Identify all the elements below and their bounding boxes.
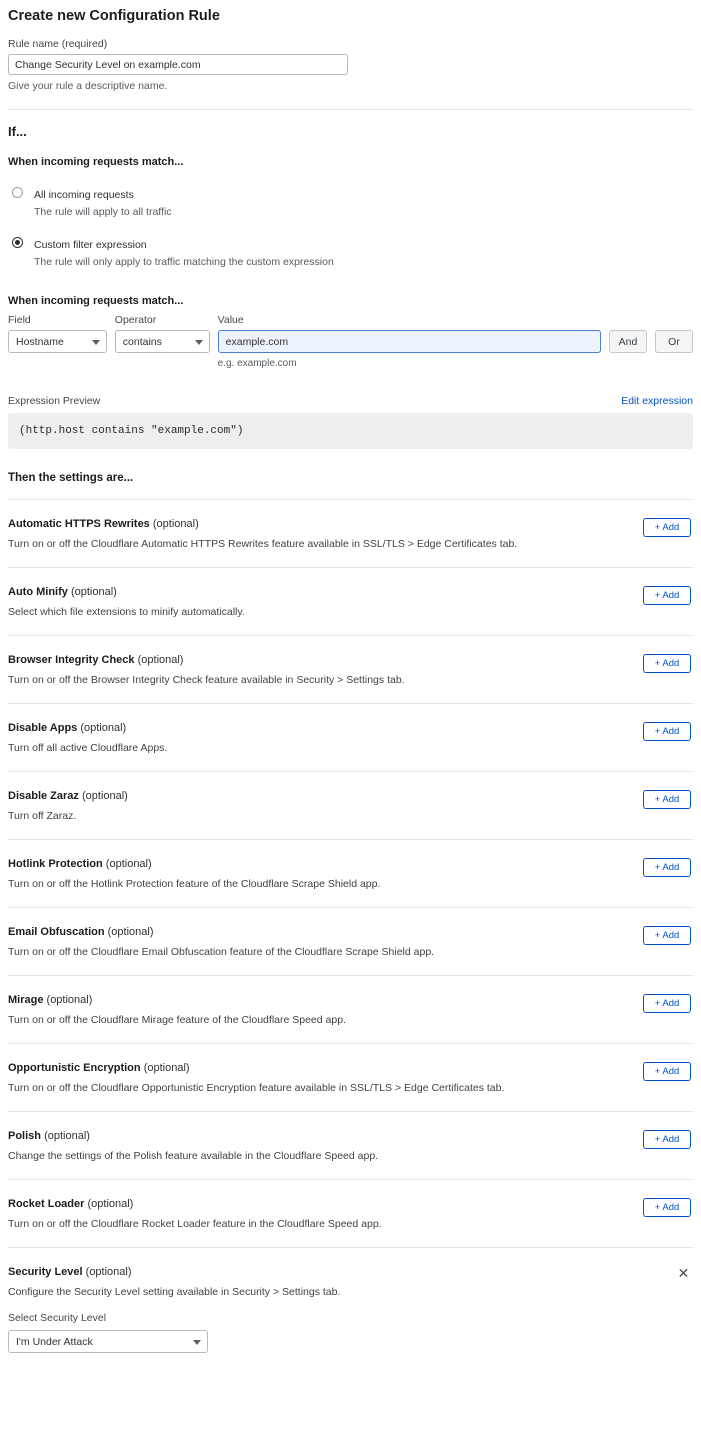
setting-name: Mirage bbox=[8, 994, 44, 1006]
or-button-wrap bbox=[655, 330, 693, 353]
setting-optional: (optional) bbox=[152, 518, 199, 530]
setting-security-level bbox=[8, 1248, 693, 1370]
chevron-down-icon bbox=[195, 340, 203, 345]
setting-automatic-https-rewrites bbox=[8, 499, 693, 568]
rule-name-label: Rule name (required) bbox=[8, 38, 108, 50]
setting-description: Turn on or off the Cloudflare Rocket Loader feature in the Cloudflare Speed app. bbox=[8, 1218, 382, 1230]
setting-title bbox=[8, 790, 693, 802]
add-button[interactable]: + Add bbox=[643, 926, 691, 945]
page-title: Create new Configuration Rule bbox=[8, 8, 220, 24]
setting-name: Email Obfuscation bbox=[8, 926, 105, 938]
setting-description: Turn on or off the Hotlink Protection feature of the Cloudflare Scrape Shield app. bbox=[8, 878, 381, 890]
if-heading: If... bbox=[8, 124, 27, 139]
setting-description: Turn on or off the Cloudflare Mirage feature of the Cloudflare Speed app. bbox=[8, 1014, 346, 1026]
setting-hotlink-protection bbox=[8, 840, 693, 908]
setting-name: Hotlink Protection bbox=[8, 858, 103, 870]
setting-disable-apps bbox=[8, 704, 693, 772]
setting-name: Disable Apps bbox=[8, 722, 78, 734]
setting-name: Opportunistic Encryption bbox=[8, 1062, 141, 1074]
setting-description: Select which file extensions to minify automatically. bbox=[8, 606, 245, 618]
add-button[interactable]: + Add bbox=[643, 654, 691, 673]
add-button[interactable]: + Add bbox=[643, 1130, 691, 1149]
or-button[interactable]: Or bbox=[655, 330, 693, 353]
setting-optional: (optional) bbox=[87, 1198, 134, 1210]
setting-optional: (optional) bbox=[81, 790, 128, 802]
edit-expression-link[interactable]: Edit expression bbox=[621, 395, 693, 407]
value-input[interactable] bbox=[218, 330, 601, 353]
setting-auto-minify bbox=[8, 568, 693, 636]
setting-title bbox=[8, 1130, 693, 1142]
setting-description: Turn on or off the Cloudflare Automatic HTTPS Rewrites feature available in SSL/TLS > Edge Certificates tab. bbox=[8, 538, 518, 550]
add-button[interactable]: + Add bbox=[643, 586, 691, 605]
setting-name: Security Level bbox=[8, 1266, 83, 1278]
radio-all-incoming-requests[interactable] bbox=[8, 185, 693, 218]
security-level-select-value: I'm Under Attack bbox=[16, 1335, 93, 1348]
setting-optional: (optional) bbox=[107, 926, 154, 938]
setting-optional: (optional) bbox=[70, 586, 117, 598]
radio-description: The rule will apply to all traffic bbox=[34, 206, 172, 218]
add-button[interactable]: + Add bbox=[643, 518, 691, 537]
and-button[interactable]: And bbox=[609, 330, 647, 353]
rule-name-input[interactable] bbox=[8, 54, 348, 75]
setting-description: Turn on or off the Cloudflare Opportunistic Encryption feature available in SSL/TLS > Edge Certificates tab. bbox=[8, 1082, 505, 1094]
setting-optional: (optional) bbox=[46, 994, 93, 1006]
setting-description: Configure the Security Level setting available in Security > Settings tab. bbox=[8, 1286, 341, 1298]
security-level-select-label: Select Security Level bbox=[8, 1312, 107, 1324]
radio-icon[interactable] bbox=[12, 187, 23, 198]
value-column bbox=[218, 314, 601, 369]
setting-title bbox=[8, 518, 693, 530]
add-button[interactable]: + Add bbox=[643, 858, 691, 877]
setting-title bbox=[8, 1198, 693, 1210]
setting-description: Turn off Zaraz. bbox=[8, 810, 77, 822]
setting-disable-zaraz bbox=[8, 772, 693, 840]
setting-title bbox=[8, 654, 693, 666]
close-icon[interactable]: ✕ bbox=[677, 1265, 690, 1281]
add-button[interactable]: + Add bbox=[643, 1062, 691, 1081]
divider bbox=[8, 109, 693, 110]
setting-name: Disable Zaraz bbox=[8, 790, 79, 802]
setting-title bbox=[8, 586, 693, 598]
setting-optional: (optional) bbox=[44, 1130, 90, 1142]
setting-title bbox=[8, 994, 693, 1006]
radio-description: The rule will only apply to traffic matching the custom expression bbox=[34, 256, 334, 268]
add-button[interactable]: + Add bbox=[643, 994, 691, 1013]
radio-icon[interactable] bbox=[12, 237, 23, 248]
setting-optional: (optional) bbox=[80, 722, 127, 734]
chevron-down-icon bbox=[193, 1340, 201, 1345]
filter-builder-row bbox=[8, 314, 693, 369]
operator-column bbox=[115, 314, 210, 353]
settings-list bbox=[8, 499, 693, 1370]
setting-mirage bbox=[8, 976, 693, 1044]
setting-description: Turn off all active Cloudflare Apps. bbox=[8, 742, 168, 754]
expression-preview-text: (http.host contains "example.com") bbox=[8, 413, 693, 449]
operator-select-value: contains bbox=[122, 335, 162, 348]
rule-name-help: Give your rule a descriptive name. bbox=[8, 80, 168, 92]
setting-optional: (optional) bbox=[85, 1266, 132, 1278]
setting-optional: (optional) bbox=[105, 858, 152, 870]
setting-title bbox=[8, 858, 693, 870]
value-label: Value bbox=[217, 314, 244, 326]
radio-label: All incoming requests bbox=[34, 189, 134, 201]
setting-name: Browser Integrity Check bbox=[8, 654, 135, 666]
setting-title bbox=[8, 1062, 693, 1074]
setting-opportunistic-encryption bbox=[8, 1044, 693, 1112]
setting-browser-integrity-check bbox=[8, 636, 693, 704]
and-button-wrap bbox=[609, 330, 647, 353]
then-heading: Then the settings are... bbox=[8, 472, 134, 484]
setting-description: Turn on or off the Browser Integrity Check feature available in Security > Settings tab. bbox=[8, 674, 405, 686]
setting-name: Auto Minify bbox=[8, 586, 68, 598]
setting-title bbox=[8, 926, 693, 938]
field-column bbox=[8, 314, 107, 353]
setting-name: Polish bbox=[8, 1130, 42, 1142]
filter-heading: When incoming requests match... bbox=[8, 295, 184, 307]
radio-label: Custom filter expression bbox=[34, 239, 147, 251]
add-button[interactable]: + Add bbox=[643, 790, 691, 809]
setting-description: Change the settings of the Polish feature available in the Cloudflare Speed app. bbox=[8, 1150, 379, 1162]
setting-optional: (optional) bbox=[137, 654, 184, 666]
setting-optional: (optional) bbox=[143, 1062, 190, 1074]
value-hint: e.g. example.com bbox=[217, 358, 297, 369]
field-select-value: Hostname bbox=[16, 335, 64, 348]
field-select[interactable] bbox=[8, 330, 107, 353]
match-heading: When incoming requests match... bbox=[8, 156, 184, 168]
setting-name: Automatic HTTPS Rewrites bbox=[8, 518, 150, 530]
security-level-select[interactable] bbox=[8, 1330, 208, 1353]
chevron-down-icon bbox=[92, 340, 100, 345]
rule-name-group bbox=[8, 38, 693, 92]
setting-title bbox=[8, 722, 693, 734]
operator-label: Operator bbox=[114, 314, 157, 326]
setting-title bbox=[8, 1266, 693, 1278]
field-label: Field bbox=[8, 314, 31, 326]
expression-preview-header bbox=[8, 395, 693, 407]
add-button[interactable]: + Add bbox=[643, 722, 691, 741]
setting-polish bbox=[8, 1112, 693, 1180]
operator-select[interactable] bbox=[115, 330, 210, 353]
radio-custom-filter-expression[interactable] bbox=[8, 235, 693, 268]
add-button[interactable]: + Add bbox=[643, 1198, 691, 1217]
setting-name: Rocket Loader bbox=[8, 1198, 85, 1210]
expression-preview-label: Expression Preview bbox=[8, 395, 101, 407]
setting-rocket-loader bbox=[8, 1180, 693, 1248]
setting-description: Turn on or off the Cloudflare Email Obfuscation feature of the Cloudflare Scrape Shield app. bbox=[8, 946, 435, 958]
setting-email-obfuscation bbox=[8, 908, 693, 976]
